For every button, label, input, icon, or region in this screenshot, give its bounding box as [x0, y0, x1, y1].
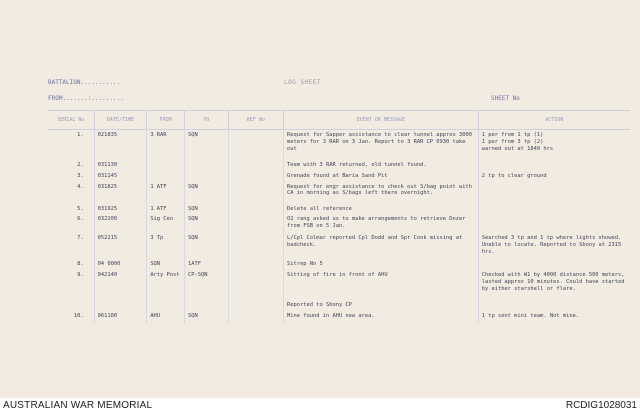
cell-event: Grenade found at Baria Sand Pit: [284, 171, 479, 182]
cell-to: SQN: [185, 204, 229, 215]
cell-serial: 6.: [77, 216, 84, 223]
table-row: [48, 311, 630, 323]
cell-action: 1 tp sent mini team. Not mine.: [478, 311, 630, 323]
table-row: [48, 171, 630, 182]
cell-event: Request for Sapper assistance to clear tunnel approx 3000 meters for 3 RAR on 3 Jan. Report to 3 RAR CP 0930 take out: [284, 130, 479, 160]
cell-from: [147, 171, 185, 182]
col-header-event: EVENT OR MESSAGE: [284, 111, 479, 130]
cell-ref: [228, 233, 283, 259]
cell-ref: [228, 130, 283, 160]
cell-to: SQN: [185, 130, 229, 160]
cell-event: Mine found in AHU new area.: [284, 311, 479, 323]
cell-to: CP-SQN: [185, 270, 229, 300]
cell-ref: [228, 311, 283, 323]
cell-ref: [228, 214, 283, 233]
cell-to: SQN: [185, 214, 229, 233]
col-header-action: ACTION: [478, 111, 630, 130]
battalion-header: BATTALION...........: [48, 79, 121, 86]
cell-to: SQN: [185, 182, 229, 204]
cell-from: Sig Cen: [147, 214, 185, 233]
cell-from: [147, 300, 185, 311]
footer-source: AUSTRALIAN WAR MEMORIAL: [3, 400, 153, 411]
footer-bar: [0, 398, 640, 414]
cell-from: 1 ATF: [147, 204, 185, 215]
from-header: FROM.......:.........: [48, 95, 124, 102]
cell-date-time: 061100: [94, 311, 147, 323]
cell-event: L/Cpl Colmar reported Cpl Dodd and Spr Cook missing at badcheck.: [284, 233, 479, 259]
cell-action: [478, 160, 630, 171]
cell-to: [185, 171, 229, 182]
cell-action: [478, 300, 630, 311]
cell-ref: [228, 204, 283, 215]
footer-record-id: RCDIG1028031: [565, 400, 637, 411]
cell-date-time: 042140: [94, 270, 147, 300]
cell-date-time: [94, 300, 147, 311]
cell-from: 1 ATF: [147, 182, 185, 204]
cell-action: 1 per from 1 tp (1) 1 per from 3 tp (2) warned out at 1840 hrs: [478, 130, 630, 160]
col-header-from: FROM: [147, 111, 185, 130]
cell-ref: [228, 300, 283, 311]
cell-to: [185, 300, 229, 311]
cell-event: Team with 3 RAR returned, old tunnel found.: [284, 160, 479, 171]
cell-ref: [228, 259, 283, 270]
cell-serial: 1.: [77, 132, 84, 138]
col-header-date-time: DATE/TIME: [94, 111, 147, 130]
col-header-to: TO: [185, 111, 229, 130]
col-header-ref: REF No: [228, 111, 283, 130]
cell-from: Arty Post: [147, 270, 185, 300]
cell-date-time: 04 0000: [94, 259, 147, 270]
cell-to: SQN: [185, 311, 229, 323]
cell-action: [478, 182, 630, 204]
log-table: [48, 110, 630, 323]
cell-action: [478, 259, 630, 270]
cell-event: Reported to Sbony CP: [284, 300, 479, 311]
cell-action: Checked with W1 by 4000 distance 500 meters, lasted approx 10 minutes. Could have started by either starshell or flare.: [478, 270, 630, 300]
table-header-row: [48, 111, 630, 130]
cell-event: Request for engr assistance to check out S/bag point with CA in morning as S/bags left there overnight.: [284, 182, 479, 204]
table-row: [48, 130, 630, 160]
cell-serial: 7.: [77, 235, 84, 242]
cell-action: [478, 204, 630, 215]
cell-serial: 4.: [77, 183, 84, 190]
table-row: [48, 233, 630, 259]
cell-serial: 10.: [73, 312, 84, 319]
cell-serial: 5.: [77, 205, 84, 212]
cell-to: SQN: [185, 233, 229, 259]
cell-ref: [228, 270, 283, 300]
document-title: LOG SHEET: [284, 79, 322, 86]
cell-ref: [228, 160, 283, 171]
table-row: [48, 204, 630, 215]
cell-serial: 3.: [77, 172, 84, 179]
col-header-serial: SERIAL No: [48, 111, 94, 130]
cell-ref: [228, 171, 283, 182]
cell-date-time: 031145: [94, 171, 147, 182]
table-row: [48, 300, 630, 311]
cell-event: O2 rang asked us to make arrangements to retrieve Dozer from FSB on 5 Jan.: [284, 214, 479, 233]
cell-serial: 9.: [77, 272, 84, 278]
cell-event: Sitting of fire in front of AHU: [284, 270, 479, 300]
cell-from: 3 RAR: [147, 130, 185, 160]
cell-action: Searched 3 tp and 1 tp where lights showed. Unable to locate. Reported to Sbony at 2315 hrs.: [478, 233, 630, 259]
cell-ref: [228, 182, 283, 204]
cell-date-time: 031925: [94, 204, 147, 215]
cell-event: Sitrep No 5: [284, 259, 479, 270]
cell-to: [185, 160, 229, 171]
cell-date-time: 052215: [94, 233, 147, 259]
table-row: [48, 160, 630, 171]
cell-action: [478, 214, 630, 233]
table-row: [48, 214, 630, 233]
cell-serial: [48, 300, 94, 311]
sheet-number-header: SHEET No: [491, 95, 520, 102]
cell-date-time: 032200: [94, 214, 147, 233]
cell-serial: 2.: [77, 161, 84, 168]
cell-to: 1ATF: [185, 259, 229, 270]
cell-from: SQN: [147, 259, 185, 270]
cell-date-time: 031130: [94, 160, 147, 171]
table-row: [48, 270, 630, 300]
cell-date-time: 031825: [94, 182, 147, 204]
cell-from: AHU: [147, 311, 185, 323]
cell-date-time: 021835: [94, 130, 147, 160]
cell-from: [147, 160, 185, 171]
cell-from: 3 Tp: [147, 233, 185, 259]
table-row: [48, 259, 630, 270]
cell-event: Delete all reference: [284, 204, 479, 215]
cell-action: 2 tp to clear ground: [478, 171, 630, 182]
table-row: [48, 182, 630, 204]
cell-serial: 8.: [77, 261, 84, 268]
